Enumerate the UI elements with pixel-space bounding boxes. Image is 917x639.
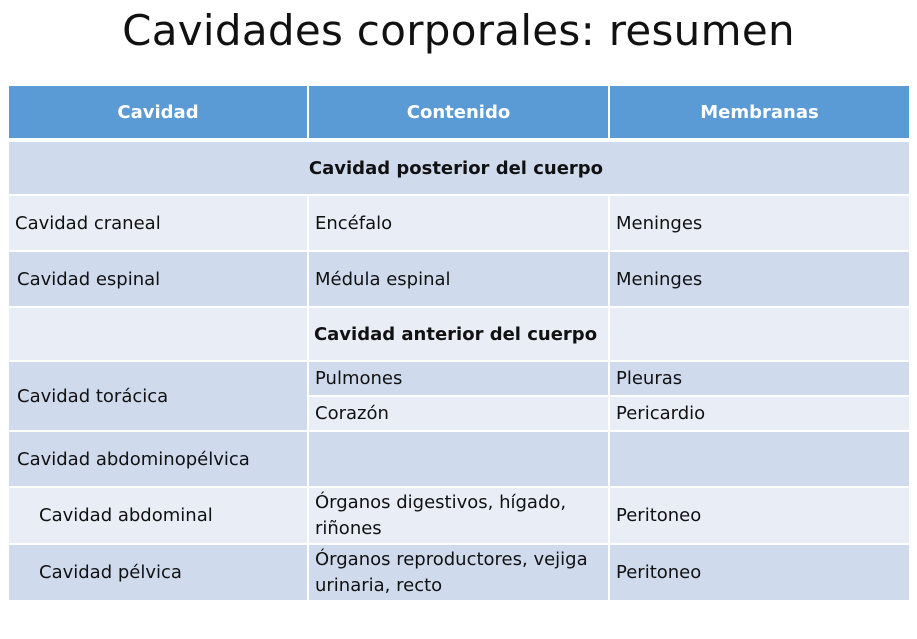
header-cavidad: Cavidad	[8, 85, 308, 140]
table-row	[8, 251, 910, 307]
cell-contenido: Órganos digestivos, hígado, riñones	[308, 487, 609, 544]
table-row	[8, 487, 910, 544]
cell-cavidad: Cavidad abdominopélvica	[8, 431, 308, 487]
section-row-anterior	[8, 307, 910, 361]
table-row	[8, 544, 910, 601]
section-title-posterior: Cavidad posterior del cuerpo	[8, 140, 910, 195]
header-contenido: Contenido	[308, 85, 609, 140]
section-title-anterior: Cavidad anterior del cuerpo	[308, 307, 609, 361]
cell-cavidad: Cavidad pélvica	[8, 544, 308, 601]
cell-contenido: Médula espinal	[308, 251, 609, 307]
cell-membranas: Pleuras	[609, 361, 910, 396]
cell-membranas	[609, 431, 910, 487]
cell-cavidad: Cavidad torácica	[8, 361, 308, 431]
cell-contenido: Órganos reproductores, vejiga urinaria, recto	[308, 544, 609, 601]
table-header-row	[8, 85, 910, 140]
cell-cavidad: Cavidad espinal	[8, 251, 308, 307]
section-row-posterior	[8, 140, 910, 195]
cell-membranas: Meninges	[609, 195, 910, 251]
cell-cavidad: Cavidad abdominal	[8, 487, 308, 544]
cell-membranas: Meninges	[609, 251, 910, 307]
cell-contenido: Corazón	[308, 396, 609, 431]
table-row	[8, 361, 910, 396]
cell-membranas: Peritoneo	[609, 487, 910, 544]
cell-contenido: Encéfalo	[308, 195, 609, 251]
cell-contenido: Pulmones	[308, 361, 609, 396]
cell-contenido	[308, 431, 609, 487]
cell-membranas: Peritoneo	[609, 544, 910, 601]
cell-cavidad: Cavidad craneal	[8, 195, 308, 251]
cell-empty	[8, 307, 308, 361]
page-title: Cavidades corporales: resumen	[122, 6, 795, 55]
summary-table	[7, 84, 911, 602]
header-membranas: Membranas	[609, 85, 910, 140]
cell-empty	[609, 307, 910, 361]
summary-table-container	[7, 84, 909, 625]
table-row	[8, 431, 910, 487]
table-row	[8, 195, 910, 251]
cell-membranas: Pericardio	[609, 396, 910, 431]
